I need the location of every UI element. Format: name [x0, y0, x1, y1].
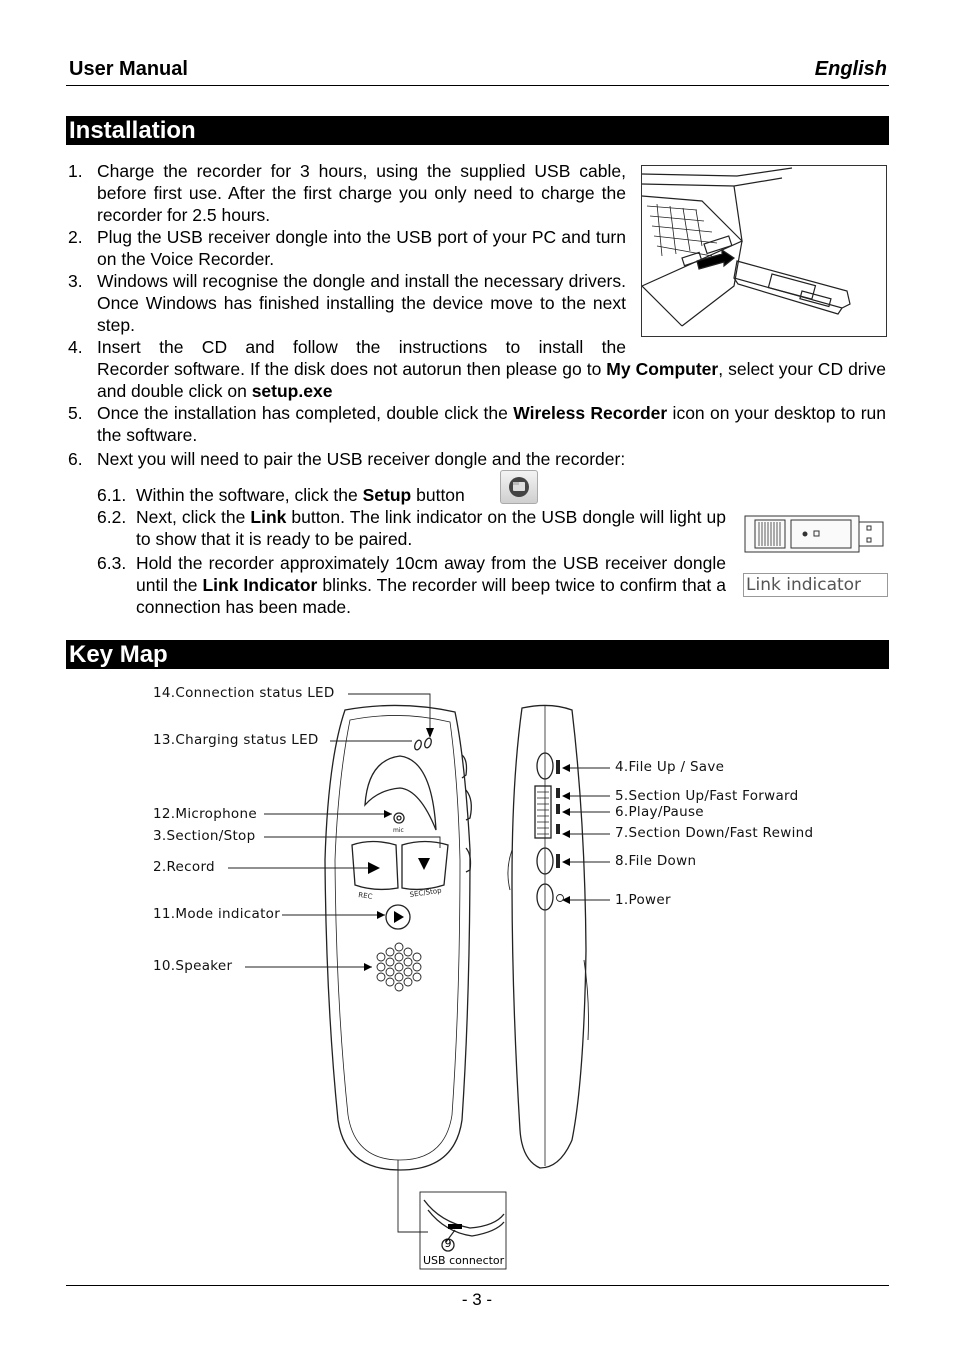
- usb-callout-number: 9: [444, 1237, 452, 1250]
- label-file-up-save: 4.File Up / Save: [615, 759, 725, 775]
- label-speaker: 10.Speaker: [153, 958, 233, 974]
- label-section-stop: 3.Section/Stop: [153, 828, 256, 844]
- label-mode-indicator: 11.Mode indicator: [153, 906, 281, 922]
- installation-heading: Installation: [66, 116, 889, 145]
- setup-button-icon: [500, 470, 538, 504]
- step-4-line1: Insert the CD and follow the instructions to install the: [97, 337, 626, 357]
- substep-6-1: Within the software, click the Setup button: [136, 485, 465, 505]
- svg-text:SEC/Stop: SEC/Stop: [409, 886, 442, 899]
- label-section-down-rew: 7.Section Down/Fast Rewind: [615, 825, 814, 841]
- label-file-down: 8.File Down: [615, 853, 697, 869]
- recorder-diagram: [140, 680, 840, 1280]
- link-indicator-illustration: [743, 512, 886, 600]
- substep-6-2: Next, click the Link button. The link indicator on the USB dongle will light up to show that it is ready to be paired.: [136, 507, 726, 549]
- footer-rule: [66, 1285, 889, 1286]
- laptop-usb-illustration: [641, 165, 887, 337]
- svg-text:mic: mic: [393, 827, 404, 834]
- substep-6-3: Hold the recorder approximately 10cm away from the USB receiver dongle until the Link Indicator blinks. The recorder will beep twice to confirm that a connection has been made.: [136, 553, 727, 617]
- step-2-text: Plug the USB receiver dongle into the USB port of your PC and turn on the Voice Recorder.: [97, 227, 626, 269]
- step-6-text: Next you will need to pair the USB receiver dongle and the recorder:: [97, 449, 626, 469]
- label-microphone: 12.Microphone: [153, 806, 257, 822]
- header-title: User Manual: [69, 58, 188, 80]
- step-1-text: Charge the recorder for 3 hours, using the supplied USB cable, before first use. After the first charge you only need to charge the recorder for 2.5 hours.: [97, 161, 626, 225]
- step-5-text: Once the installation has completed, double click the Wireless Recorder icon on your desktop to run the software.: [97, 403, 886, 445]
- label-connection-led: 14.Connection status LED: [153, 685, 335, 701]
- step-4-text: Recorder software. If the disk does not autorun then please go to My Computer, select your CD drive and double click on setup.exe: [97, 359, 887, 401]
- svg-text:REC: REC: [357, 891, 373, 901]
- link-indicator-label: Link indicator: [743, 573, 888, 597]
- label-section-up-ff: 5.Section Up/Fast Forward: [615, 788, 799, 804]
- keymap-heading: Key Map: [66, 640, 889, 669]
- label-charging-led: 13.Charging status LED: [153, 732, 319, 748]
- label-power: 1.Power: [615, 892, 671, 908]
- page-number: - 3 -: [461, 1290, 493, 1309]
- usb-connector-label: USB connector: [423, 1254, 505, 1267]
- header-language: English: [814, 58, 887, 80]
- label-record: 2.Record: [153, 859, 215, 875]
- header-rule: [66, 85, 889, 86]
- label-play-pause: 6.Play/Pause: [615, 804, 704, 820]
- step-3-text: Windows will recognise the dongle and install the necessary drivers. Once Windows has finished installing the device move to the next step.: [97, 271, 626, 335]
